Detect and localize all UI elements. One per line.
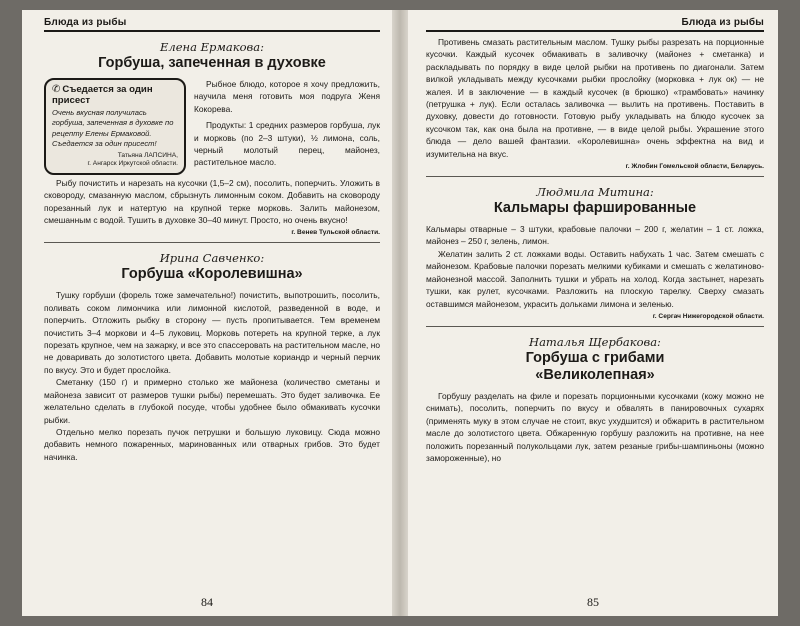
recipe-ingredients: Продукты: 1 средних размеров горбуша, лук и морковь (по 2–3 штуки), ½ лимона, соль, черный молотый перец, майонез, растительное масло. — [194, 120, 380, 168]
section-divider — [44, 242, 380, 243]
recipe-method-continued: Противень смазать растительным маслом. Тушку рыбы разрезать на порционные кусочки. Каждый кусочек обмакивать в заливочку (майонез + сметанка) и раскладывать по порядку в виде целой рыбки на противень по диагонали. Затем вилкой укладывать между кусочками рыбки прослойку (морковка + лук ок) — не жалея. И в заключение — в каждый кусочек (в брюшко) «трамбовать» начинку (петрушка + лук). Если осталась заливочка — вылить на противень. Поставить в духовку, довести до готовности. Готовую рыбу укладывать на блюдо кусочек за кусочком так, как она была на противне, — в виде целой рыбы. Украшение этого блюда — дело вашей фантазии. «Королевишна» очень эффектна на вид и изумительна на вкус. — [426, 37, 764, 159]
recipe-title: Горбуша «Королевишна» — [121, 266, 303, 283]
callout-signature: Татьяна ЛАПСИНА, г. Ангарск Иркутской области. — [87, 151, 178, 168]
recipe-intro-row — [44, 78, 380, 175]
recipe-author: Людмила Митина: — [536, 185, 654, 200]
section-divider — [426, 326, 764, 327]
speech-bubble-icon: ✆ — [52, 84, 61, 95]
left-page — [22, 10, 392, 616]
page-number: 84 — [201, 595, 213, 609]
running-head: Блюда из рыбы — [44, 14, 380, 32]
callout-title: ✆ Съедается за один присест — [52, 84, 153, 106]
recipe-body — [426, 223, 764, 310]
recipe-source: г. Сергач Нижегородской области. — [652, 312, 764, 320]
recipe-source: г. Жлобин Гомельской области, Беларусь. — [625, 163, 764, 171]
recipe-title: Кальмары фаршированные — [493, 200, 697, 217]
recipe-author: Елена Ермакова: — [160, 40, 264, 54]
section-divider — [426, 176, 764, 177]
recipe-author: Наталья Щербакова: — [529, 334, 661, 349]
recipe-method: Горбушу разделать на филе и порезать порционными кусочками (кожу можно не снимать), посолить, поперчить по вкусу и обвалять в панировочных сухарях (применять муку в этом случае не стоит, вкус ухудшится) и обжарить в растительном масле до золотистого цвета. Обжаренную горбушу разложить на противне, на нее положить порезанный полукольцами лук, затем резаные грибы-шампиньоны (можно замороженные), но — [426, 390, 764, 463]
reader-review-callout — [44, 78, 186, 175]
recipe-intro: Рыбное блюдо, которое я хочу предложить, научила меня готовить моя подруга Женя Кокорева. Продукты: 1 средних размеров горбуша, лук и морковь (по 2–3 штуки), ½ лимона, соль, черный молотый перец, майонез, растительное масло. — [194, 79, 380, 168]
recipe-title: Горбуша, запеченная в духовке — [98, 55, 326, 71]
recipe-method: Тушку горбуши (форель тоже замечательно!) почистить, выпотрошить, посолить, поливать соком лимончика или лимонной кислотой, разведенной в воде, и поперчить. Отложить рыбку в сторону — пусть пропитывается. Тем временем почистить 3–4 моркови и 4–5 луковиц. Морковь потереть на крупной терке, а лук порезать крупное, чем на зажарку, и все это спассеровать на растительном масле, но не доваривать до золотистого цвета. Добавить молотые кориандр и черный перчик по вкусу. Это и будет прослойка. Сметанку (150 г) и примерно столько же майонеза (количество сметаны и майонеза зависит от размеров тушки рыбы) перемешать. Это будет заливочка. Ее желательно сделать в глубокой посуде, чтобы удобнее было обмакивать кусочки рыбки. Отдельно мелко порезать пучок петрушки и большую луковицу. Сюда можно добавить немного пожаренных, маринованных или отварных грибов. Это будет начинка. — [44, 290, 380, 462]
recipe-method: Желатин залить 2 ст. ложками воды. Оставить набухать 1 час. Затем смешать с майонезом. Крабовые палочки порезать мелкими кубиками и смешать с желатиново-майонезной массой. Заполнить тушки и убрать на холод. Когда застынет, нарезать тушки, как рулет, кусочками. Разложить на плоскую тарелку. Сверху смазать оставшимся майонезом, украсить дольками лимона и зеленью. — [426, 248, 764, 309]
recipe-ingredients: Кальмары отварные – 3 штуки, крабовые палочки – 200 г, желатин – 1 ст. ложка, майонез – 250 г, зелень, лимон. — [426, 224, 764, 247]
right-page — [408, 10, 778, 616]
recipe-author: Ирина Савченко: — [159, 251, 265, 266]
callout-body: Очень вкусная получилась горбуша, запеченная в духовке по рецепту Елены Ермаковой. Съедается за один присест! — [52, 108, 174, 149]
recipe-title: Горбуша с грибами «Великолепная» — [525, 349, 665, 383]
book-gutter — [392, 10, 408, 616]
running-head: Блюда из рыбы — [426, 14, 764, 32]
recipe-method: Рыбу почистить и нарезать на кусочки (1,5–2 см), посолить, поперчить. Уложить в сковороду, смазанную маслом, сбрызнуть лимонным соком. Добавить на сковороду порезанный лук и натертую на крупной терке морковь. Залить майонезом, смешанным с водой. Тушить в духовке 30–40 минут. Просто, но очень вкусно! — [44, 177, 380, 226]
page-number: 85 — [587, 595, 599, 609]
recipe-source: г. Венев Тульской области. — [291, 229, 380, 237]
